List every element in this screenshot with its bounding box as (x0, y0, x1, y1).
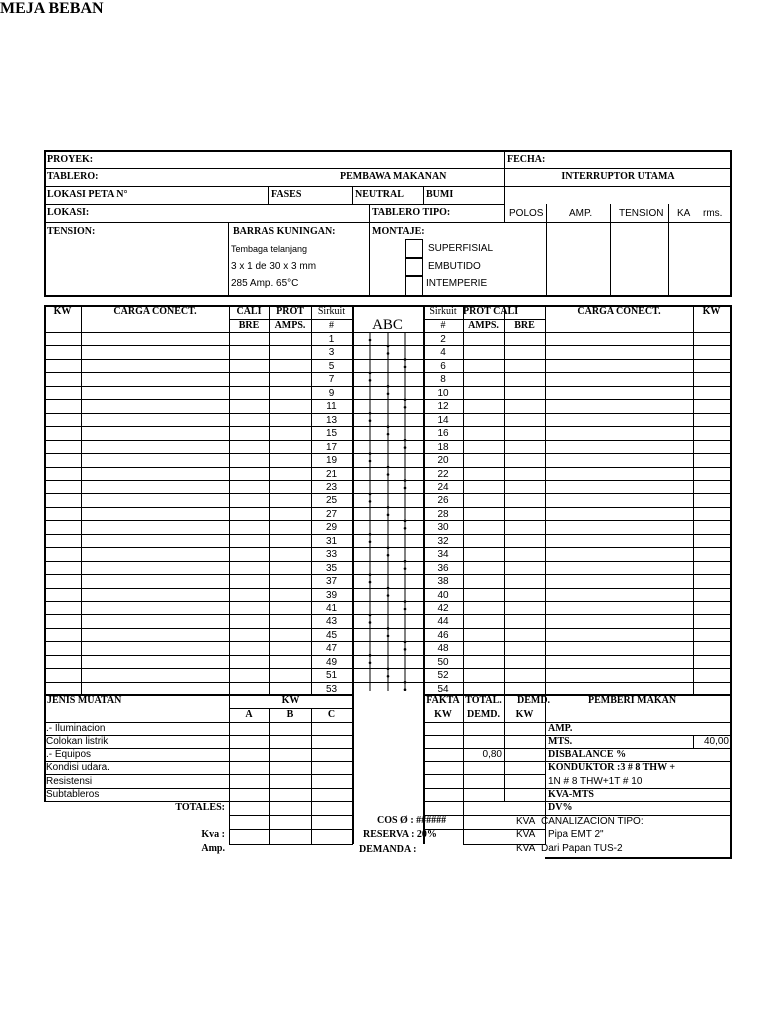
bus-tap-dot (387, 514, 390, 517)
circuit-number-even: 52 (437, 670, 449, 681)
circuit-number-odd: 23 (325, 482, 338, 493)
circuit-number-even: 28 (437, 509, 449, 520)
rms-label: rms. (703, 208, 723, 219)
bus-tap-dot (369, 339, 372, 342)
bus-tap-dot (387, 352, 390, 355)
bus-tap-dot (404, 487, 407, 490)
tablero-value: PEMBAWA MAKANAN (340, 171, 447, 182)
circuit-number-even: 32 (437, 536, 449, 547)
bus-tap-dot (369, 452, 372, 455)
barras-label: BARRAS KUNINGAN: (233, 226, 336, 237)
mts-value: 40,00 (703, 736, 729, 747)
circuit-number-even: 12 (437, 401, 449, 412)
circuit-number-odd: 47 (325, 643, 338, 654)
kva-mts-label: KVA-MTS (548, 789, 594, 800)
bus-tap-dot (387, 473, 390, 476)
lokasi-peta-label: LOKASI PETA N° (47, 189, 128, 200)
circuit-number-odd: 5 (328, 361, 335, 372)
bus-tap-dot (404, 600, 407, 603)
bus-tap-dot (369, 581, 372, 584)
circuit-number-odd: 29 (325, 522, 338, 533)
bus-tap-dot (387, 675, 390, 678)
circuit-number-even: 16 (437, 428, 449, 439)
circuit-number-odd: 15 (325, 428, 338, 439)
load-type-subtableros: Subtableros (46, 789, 100, 800)
circuit-number-even: 4 (440, 347, 446, 358)
kva-label: Kva : (201, 829, 225, 840)
montaje-intemperie-label: INTEMPERIE (426, 278, 488, 289)
bus-tap-dot (369, 614, 372, 617)
kw-header-left: KW (53, 306, 72, 317)
bus-tap-dot (404, 648, 407, 651)
bus-tap-dot (387, 393, 390, 396)
bus-tap-dot (387, 433, 390, 436)
busbar-diagram (352, 319, 423, 694)
bus-tap-dot (369, 621, 372, 624)
circuit-number-odd: 33 (325, 549, 338, 560)
circuit-number-even: 6 (440, 361, 446, 372)
circuit-number-odd: 19 (325, 455, 338, 466)
bus-tap-dot (369, 573, 372, 576)
circuit-number-even: 8 (440, 374, 446, 385)
circuit-number-even: 18 (437, 442, 449, 453)
montaje-intemperie-checkbox[interactable] (405, 276, 423, 297)
factor-value: 0,80 (482, 749, 502, 760)
circuit-number-odd: 35 (325, 563, 338, 574)
bus-tap-dot (404, 479, 407, 482)
prot-header-left: PROT (276, 306, 304, 317)
kw-header-right: KW (702, 306, 721, 317)
bus-tap-dot (387, 385, 390, 388)
neutral-label: NEUTRAL (355, 189, 404, 200)
kva-unit-1: KVA (516, 816, 536, 827)
circuit-number-even: 20 (437, 455, 449, 466)
circuit-number-even: 46 (437, 630, 449, 641)
fakta-label: FAKTA (426, 695, 460, 706)
proyek-label: PROYEK: (47, 154, 94, 165)
circuit-number-odd: 3 (328, 347, 335, 358)
bus-tap-dot (387, 668, 390, 671)
bus-tap-dot (387, 345, 390, 348)
circuit-number-odd: 1 (328, 334, 335, 345)
circuit-number-odd: 25 (325, 495, 338, 506)
reserva-label: RESERVA : 20% (363, 829, 437, 840)
hash-header-right: # (440, 320, 446, 331)
bus-tap-dot (404, 520, 407, 523)
bus-tap-dot (387, 546, 390, 549)
bre-header-right: BRE (514, 320, 535, 331)
total-demd-label: DEMD. (466, 709, 501, 720)
load-type-colokan: Colokan listrik (46, 736, 109, 747)
circuit-number-odd: 13 (325, 415, 338, 426)
tension-label: TENSION: (47, 226, 96, 237)
bus-tap-dot (369, 419, 372, 422)
circuit-number-even: 10 (437, 388, 449, 399)
bus-tap-dot (369, 654, 372, 657)
amp-label: AMP. (569, 208, 593, 219)
circuit-number-odd: 9 (328, 388, 335, 399)
circuit-number-odd: 31 (325, 536, 338, 547)
circuit-number-even: 26 (437, 495, 449, 506)
pemberi-makan-label: PEMBERI MAKAN (588, 695, 677, 706)
circuit-number-odd: 17 (325, 442, 338, 453)
kva-unit-2: KVA (516, 829, 536, 840)
bus-tap-dot (404, 439, 407, 442)
circuit-number-even: 22 (437, 469, 449, 480)
konduktor-label: KONDUKTOR :3 # 8 THW + (548, 762, 676, 773)
montaje-embutido-checkbox[interactable] (405, 258, 423, 276)
carga-header-left: CARGA CONECT. (113, 306, 197, 317)
circuit-number-odd: 41 (325, 603, 338, 614)
circuit-number-even: 50 (437, 657, 449, 668)
amps-header-right: AMPS. (468, 320, 499, 331)
circuit-number-even: 48 (437, 643, 449, 654)
circuit-number-even: 38 (437, 576, 449, 587)
bus-tap-dot (369, 662, 372, 665)
amp-label-bottom: Amp. (201, 843, 225, 854)
circuit-number-odd: 39 (325, 590, 338, 601)
feeder-amp-label: AMP. (548, 723, 573, 734)
circuit-number-odd: 7 (328, 374, 335, 385)
bus-tap-dot (369, 379, 372, 382)
bus-tap-dot (404, 608, 407, 611)
tension-header-label: TENSION (619, 208, 664, 219)
barras-line-1: Tembaga telanjang (231, 244, 308, 254)
bumi-label: BUMI (426, 189, 454, 200)
circuit-number-even: 14 (437, 415, 449, 426)
circuit-number-odd: 21 (325, 469, 338, 480)
abc-phase-label: ABC (372, 317, 403, 333)
bus-tap-dot (404, 406, 407, 409)
bus-tap-dot (387, 425, 390, 428)
disbalance-label: DISBALANCE % (548, 749, 627, 760)
bus-tap-dot (387, 466, 390, 469)
cos-phi-label: COS Ø : ###### (377, 815, 447, 826)
sirkuit-header-right: Sirkuit (429, 306, 457, 317)
load-type-iluminacion: .- Iluminacion (46, 723, 106, 734)
bus-tap-dot (369, 412, 372, 415)
bus-tap-dot (369, 540, 372, 543)
phase-a-label: A (245, 709, 253, 720)
bus-tap-dot (387, 627, 390, 630)
bus-tap-dot (404, 446, 407, 449)
demd-kw-label: KW (515, 709, 534, 720)
circuit-number-even: 36 (437, 563, 449, 574)
hash-header-left: # (329, 320, 334, 331)
bus-tap-dot (404, 358, 407, 361)
circuit-number-even: 40 (437, 590, 449, 601)
kva-unit-3: KVA (516, 843, 536, 854)
bre-header-left: BRE (238, 320, 260, 331)
bus-tap-dot (404, 641, 407, 644)
bus-tap-dot (369, 493, 372, 496)
montaje-embutido-label: EMBUTIDO (428, 261, 481, 272)
prot-cali-header-right: PROT CALI (463, 306, 519, 317)
phase-b-label: B (286, 709, 294, 720)
montaje-superfisial-checkbox[interactable] (405, 239, 423, 258)
polos-label: POLOS (509, 208, 544, 219)
fases-label: FASES (271, 189, 302, 200)
bus-tap-dot (404, 567, 407, 570)
totales-label: TOTALES: (175, 802, 225, 813)
circuit-number-even: 34 (437, 549, 449, 560)
carga-header-right: CARGA CONECT. (577, 306, 661, 317)
circuit-number-odd: 53 (325, 684, 338, 695)
bus-tap-dot (369, 500, 372, 503)
montaje-label: MONTAJE: (372, 226, 425, 237)
bus-tap-dot (387, 554, 390, 557)
cali-header-left: CALI (236, 306, 262, 317)
bus-tap-dot (369, 533, 372, 536)
barras-line-2: 3 x 1 de 30 x 3 mm (231, 261, 317, 272)
demanda-label: DEMANDA : (359, 844, 417, 855)
circuit-number-odd: 43 (325, 616, 338, 627)
sirkuit-header-left: Sirkuit (317, 306, 346, 317)
demd-label: DEMD. (517, 695, 551, 706)
tablero-tipo-label: TABLERO TIPO: (372, 207, 451, 218)
load-type-equipos: .- Equipos (46, 749, 92, 760)
interruptor-label: INTERRUPTOR UTAMA (561, 171, 675, 182)
load-type-resistensi: Resistensi (46, 776, 93, 787)
jenis-muatan-label: JENIS MUATAN (47, 695, 122, 706)
total-label: TOTAL. (465, 695, 502, 706)
circuit-number-odd: 27 (325, 509, 338, 520)
circuit-number-even: 30 (437, 522, 449, 533)
load-type-kondisi: Kondisi udara. (46, 762, 110, 773)
circuit-number-odd: 11 (326, 401, 337, 412)
circuit-number-odd: 49 (325, 657, 338, 668)
bus-tap-dot (369, 460, 372, 463)
mts-label: MTS. (548, 736, 573, 747)
circuit-number-even: 2 (440, 334, 446, 345)
bus-tap-dot (404, 688, 407, 691)
fakta-kw-label: KW (434, 709, 452, 720)
bus-tap-dot (404, 681, 407, 684)
montaje-superfisial-label: SUPERFISIAL (428, 243, 494, 254)
summary-kw-label: KW (281, 695, 300, 706)
amps-header-left: AMPS. (274, 320, 306, 331)
circuit-number-odd: 51 (325, 670, 338, 681)
bus-tap-dot (404, 366, 407, 369)
circuit-number-even: 44 (437, 616, 449, 627)
ka-label: KA (677, 208, 691, 219)
circuit-number-even: 42 (437, 603, 449, 614)
circuit-number-odd: 45 (325, 630, 338, 641)
bus-tap-dot (404, 399, 407, 402)
bus-tap-dot (387, 587, 390, 590)
tablero-label: TABLERO: (47, 171, 99, 182)
barras-line-3: 285 Amp. 65°C (231, 278, 299, 289)
lokasi-label: LOKASI: (47, 207, 90, 218)
bus-tap-dot (404, 560, 407, 563)
fecha-label: FECHA: (507, 154, 546, 165)
bus-tap-dot (387, 635, 390, 638)
bus-tap-dot (387, 506, 390, 509)
phase-c-label: C (327, 709, 336, 720)
circuit-number-even: 54 (437, 684, 449, 695)
dv-label: DV% (548, 802, 573, 813)
circuit-number-odd: 37 (325, 576, 338, 587)
circuit-number-even: 24 (437, 482, 449, 493)
bus-tap-dot (387, 594, 390, 597)
bus-tap-dot (404, 527, 407, 530)
konduktor-detail: 1N # 8 THW+1T # 10 (548, 776, 643, 787)
pipa-label: Pipa EMT 2" (548, 829, 604, 840)
bus-tap-dot (369, 372, 372, 375)
dari-label: Dari Papan TUS-2 (541, 843, 623, 854)
canalizacion-label: CANALIZACION TIPO: (541, 816, 644, 827)
document-title: MEJA BEBAN (0, 0, 104, 17)
